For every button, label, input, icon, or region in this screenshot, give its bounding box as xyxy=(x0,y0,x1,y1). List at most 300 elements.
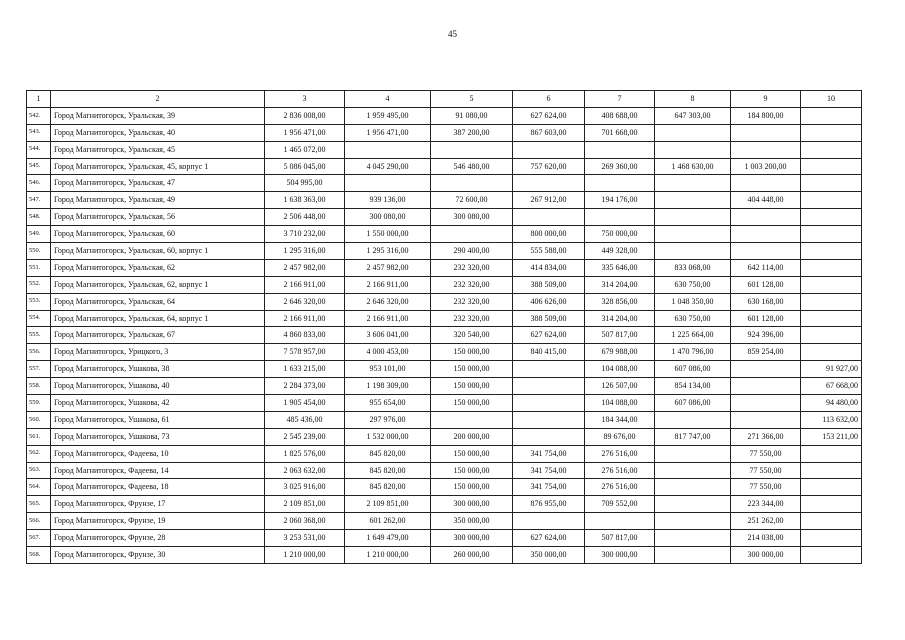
cost-col-7-cell: 276 516,00 xyxy=(585,445,655,462)
cost-col-5-cell: 150 000,00 xyxy=(431,395,513,412)
cost-col-9-cell: 223 344,00 xyxy=(731,496,801,513)
row-number-cell: 553. xyxy=(27,293,51,310)
address-cell: Город Магнитогорск, Ушакова, 38 xyxy=(51,361,265,378)
cost-col-10-cell xyxy=(801,243,862,260)
total-cost-cell: 1 465 072,00 xyxy=(265,141,345,158)
cost-col-8-cell xyxy=(655,141,731,158)
cost-col-5-cell: 232 320,00 xyxy=(431,259,513,276)
cost-col-9-cell: 184 800,00 xyxy=(731,107,801,124)
cost-col-7-cell: 709 552,00 xyxy=(585,496,655,513)
cost-col-7-cell: 300 000,00 xyxy=(585,547,655,564)
cost-col-9-cell xyxy=(731,124,801,141)
cost-col-9-cell xyxy=(731,243,801,260)
row-number-cell: 568. xyxy=(27,547,51,564)
cost-col-5-cell: 150 000,00 xyxy=(431,445,513,462)
cost-col-7-cell: 335 646,00 xyxy=(585,259,655,276)
address-cell: Город Магнитогорск, Фадеева, 18 xyxy=(51,479,265,496)
cost-col-5-cell: 200 000,00 xyxy=(431,428,513,445)
table-row xyxy=(27,175,862,192)
row-number-cell: 546. xyxy=(27,175,51,192)
table-row xyxy=(27,158,862,175)
row-number-cell: 544. xyxy=(27,141,51,158)
cost-col-4-cell: 845 820,00 xyxy=(345,462,431,479)
total-cost-cell: 2 166 911,00 xyxy=(265,276,345,293)
header-cell: 3 xyxy=(265,91,345,108)
cost-col-10-cell xyxy=(801,479,862,496)
cost-col-5-cell xyxy=(431,411,513,428)
header-cell: 10 xyxy=(801,91,862,108)
cost-col-5-cell: 387 200,00 xyxy=(431,124,513,141)
cost-col-4-cell: 1 532 000,00 xyxy=(345,428,431,445)
cost-col-10-cell xyxy=(801,158,862,175)
cost-col-10-cell xyxy=(801,209,862,226)
cost-col-10-cell: 67 668,00 xyxy=(801,378,862,395)
cost-col-4-cell xyxy=(345,141,431,158)
cost-col-10-cell xyxy=(801,344,862,361)
cost-col-9-cell: 404 448,00 xyxy=(731,192,801,209)
cost-col-4-cell: 845 820,00 xyxy=(345,445,431,462)
cost-col-9-cell xyxy=(731,226,801,243)
table-row xyxy=(27,513,862,530)
cost-col-5-cell: 150 000,00 xyxy=(431,361,513,378)
cost-col-7-cell: 328 856,00 xyxy=(585,293,655,310)
cost-col-6-cell: 627 624,00 xyxy=(513,327,585,344)
total-cost-cell: 1 905 454,00 xyxy=(265,395,345,412)
row-number-cell: 543. xyxy=(27,124,51,141)
address-cell: Город Магнитогорск, Фрунзе, 19 xyxy=(51,513,265,530)
cost-col-7-cell: 314 204,00 xyxy=(585,276,655,293)
total-cost-cell: 2 063 632,00 xyxy=(265,462,345,479)
cost-col-7-cell: 408 688,00 xyxy=(585,107,655,124)
cost-col-5-cell: 150 000,00 xyxy=(431,462,513,479)
cost-col-6-cell: 350 000,00 xyxy=(513,547,585,564)
header-cell: 7 xyxy=(585,91,655,108)
address-cell: Город Магнитогорск, Уральская, 56 xyxy=(51,209,265,226)
cost-col-4-cell: 845 820,00 xyxy=(345,479,431,496)
row-number-cell: 564. xyxy=(27,479,51,496)
row-number-cell: 542. xyxy=(27,107,51,124)
cost-col-9-cell xyxy=(731,395,801,412)
row-number-cell: 558. xyxy=(27,378,51,395)
cost-col-9-cell xyxy=(731,411,801,428)
table-row xyxy=(27,327,862,344)
cost-col-4-cell: 955 654,00 xyxy=(345,395,431,412)
cost-col-6-cell: 414 834,00 xyxy=(513,259,585,276)
total-cost-cell: 2 836 008,00 xyxy=(265,107,345,124)
repair-cost-table xyxy=(26,90,862,564)
cost-col-8-cell xyxy=(655,411,731,428)
cost-col-6-cell: 627 624,00 xyxy=(513,530,585,547)
total-cost-cell: 3 253 531,00 xyxy=(265,530,345,547)
cost-col-9-cell xyxy=(731,361,801,378)
cost-col-8-cell: 607 086,00 xyxy=(655,361,731,378)
cost-col-6-cell xyxy=(513,411,585,428)
table-row xyxy=(27,243,862,260)
total-cost-cell: 485 436,00 xyxy=(265,411,345,428)
cost-col-8-cell: 817 747,00 xyxy=(655,428,731,445)
cost-col-6-cell xyxy=(513,175,585,192)
cost-col-4-cell: 1 959 495,00 xyxy=(345,107,431,124)
row-number-cell: 550. xyxy=(27,243,51,260)
cost-col-7-cell xyxy=(585,175,655,192)
cost-col-6-cell xyxy=(513,428,585,445)
table-row xyxy=(27,226,862,243)
cost-col-10-cell: 91 927,00 xyxy=(801,361,862,378)
cost-col-9-cell: 77 550,00 xyxy=(731,462,801,479)
cost-col-8-cell: 607 086,00 xyxy=(655,395,731,412)
cost-col-5-cell: 150 000,00 xyxy=(431,479,513,496)
address-cell: Город Магнитогорск, Фрунзе, 17 xyxy=(51,496,265,513)
cost-col-5-cell xyxy=(431,175,513,192)
cost-col-10-cell xyxy=(801,293,862,310)
cost-col-8-cell: 630 750,00 xyxy=(655,276,731,293)
cost-col-10-cell: 113 632,00 xyxy=(801,411,862,428)
address-cell: Город Магнитогорск, Уральская, 45 xyxy=(51,141,265,158)
cost-col-9-cell: 271 366,00 xyxy=(731,428,801,445)
cost-col-8-cell: 854 134,00 xyxy=(655,378,731,395)
cost-col-10-cell xyxy=(801,259,862,276)
table-row xyxy=(27,462,862,479)
cost-col-10-cell xyxy=(801,107,862,124)
row-number-cell: 567. xyxy=(27,530,51,547)
total-cost-cell: 1 633 215,00 xyxy=(265,361,345,378)
table-row xyxy=(27,107,862,124)
cost-col-6-cell: 876 955,00 xyxy=(513,496,585,513)
cost-col-5-cell: 232 320,00 xyxy=(431,276,513,293)
cost-col-9-cell xyxy=(731,141,801,158)
total-cost-cell: 2 646 320,00 xyxy=(265,293,345,310)
address-cell: Город Магнитогорск, Уральская, 60 xyxy=(51,226,265,243)
total-cost-cell: 1 638 363,00 xyxy=(265,192,345,209)
cost-col-7-cell: 194 176,00 xyxy=(585,192,655,209)
address-cell: Город Магнитогорск, Ушакова, 73 xyxy=(51,428,265,445)
row-number-cell: 566. xyxy=(27,513,51,530)
row-number-cell: 559. xyxy=(27,395,51,412)
cost-col-7-cell: 679 988,00 xyxy=(585,344,655,361)
row-number-cell: 547. xyxy=(27,192,51,209)
cost-col-6-cell: 267 912,00 xyxy=(513,192,585,209)
cost-col-8-cell xyxy=(655,192,731,209)
cost-col-6-cell: 800 000,00 xyxy=(513,226,585,243)
cost-col-5-cell: 150 000,00 xyxy=(431,344,513,361)
table-row xyxy=(27,361,862,378)
table-row xyxy=(27,192,862,209)
cost-col-9-cell: 1 003 200,00 xyxy=(731,158,801,175)
cost-col-8-cell: 1 048 350,00 xyxy=(655,293,731,310)
address-cell: Город Магнитогорск, Уральская, 47 xyxy=(51,175,265,192)
cost-col-10-cell xyxy=(801,496,862,513)
address-cell: Город Магнитогорск, Уральская, 67 xyxy=(51,327,265,344)
cost-col-7-cell: 126 507,00 xyxy=(585,378,655,395)
table-row xyxy=(27,310,862,327)
cost-col-7-cell: 449 328,00 xyxy=(585,243,655,260)
address-cell: Город Магнитогорск, Уральская, 62, корпус 1 xyxy=(51,276,265,293)
cost-col-9-cell xyxy=(731,175,801,192)
cost-col-6-cell xyxy=(513,513,585,530)
cost-col-8-cell: 630 750,00 xyxy=(655,310,731,327)
total-cost-cell: 1 295 316,00 xyxy=(265,243,345,260)
address-cell: Город Магнитогорск, Ушакова, 61 xyxy=(51,411,265,428)
cost-col-9-cell: 601 128,00 xyxy=(731,276,801,293)
cost-col-5-cell: 232 320,00 xyxy=(431,293,513,310)
table-row xyxy=(27,479,862,496)
cost-col-5-cell: 350 000,00 xyxy=(431,513,513,530)
cost-col-10-cell xyxy=(801,276,862,293)
address-cell: Город Магнитогорск, Уральская, 39 xyxy=(51,107,265,124)
cost-col-5-cell xyxy=(431,141,513,158)
cost-col-9-cell: 77 550,00 xyxy=(731,445,801,462)
address-cell: Город Магнитогорск, Уральская, 60, корпус 1 xyxy=(51,243,265,260)
address-cell: Город Магнитогорск, Фрунзе, 30 xyxy=(51,547,265,564)
cost-col-10-cell xyxy=(801,175,862,192)
cost-col-9-cell: 859 254,00 xyxy=(731,344,801,361)
address-cell: Город Магнитогорск, Уральская, 45, корпус 1 xyxy=(51,158,265,175)
row-number-cell: 560. xyxy=(27,411,51,428)
table-row xyxy=(27,428,862,445)
cost-col-9-cell: 77 550,00 xyxy=(731,479,801,496)
cost-col-6-cell xyxy=(513,395,585,412)
header-cell: 6 xyxy=(513,91,585,108)
cost-col-5-cell: 546 480,00 xyxy=(431,158,513,175)
cost-col-8-cell: 1 225 664,00 xyxy=(655,327,731,344)
cost-col-10-cell xyxy=(801,547,862,564)
cost-col-6-cell: 627 624,00 xyxy=(513,107,585,124)
row-number-cell: 545. xyxy=(27,158,51,175)
table-row xyxy=(27,124,862,141)
cost-col-5-cell: 300 000,00 xyxy=(431,530,513,547)
cost-col-4-cell: 3 606 041,00 xyxy=(345,327,431,344)
cost-col-8-cell xyxy=(655,547,731,564)
cost-col-7-cell xyxy=(585,209,655,226)
cost-col-4-cell: 2 166 911,00 xyxy=(345,310,431,327)
total-cost-cell: 2 166 911,00 xyxy=(265,310,345,327)
cost-col-8-cell xyxy=(655,479,731,496)
header-cell: 8 xyxy=(655,91,731,108)
row-number-cell: 557. xyxy=(27,361,51,378)
address-cell: Город Магнитогорск, Ушакова, 40 xyxy=(51,378,265,395)
cost-col-8-cell: 833 068,00 xyxy=(655,259,731,276)
row-number-cell: 551. xyxy=(27,259,51,276)
cost-col-7-cell: 184 344,00 xyxy=(585,411,655,428)
cost-col-4-cell: 1 210 000,00 xyxy=(345,547,431,564)
header-cell: 4 xyxy=(345,91,431,108)
cost-col-6-cell xyxy=(513,141,585,158)
cost-col-4-cell: 297 976,00 xyxy=(345,411,431,428)
header-cell: 1 xyxy=(27,91,51,108)
table-row xyxy=(27,411,862,428)
cost-col-10-cell xyxy=(801,445,862,462)
cost-col-4-cell: 300 080,00 xyxy=(345,209,431,226)
table-row xyxy=(27,445,862,462)
cost-col-6-cell: 388 509,00 xyxy=(513,276,585,293)
total-cost-cell: 3 710 232,00 xyxy=(265,226,345,243)
address-cell: Город Магнитогорск, Урицкого, 3 xyxy=(51,344,265,361)
total-cost-cell: 1 210 000,00 xyxy=(265,547,345,564)
table-body xyxy=(27,91,862,564)
cost-col-4-cell: 1 198 309,00 xyxy=(345,378,431,395)
row-number-cell: 561. xyxy=(27,428,51,445)
cost-col-7-cell: 507 817,00 xyxy=(585,530,655,547)
cost-col-10-cell xyxy=(801,124,862,141)
cost-col-8-cell xyxy=(655,175,731,192)
cost-col-7-cell: 104 088,00 xyxy=(585,361,655,378)
header-cell: 2 xyxy=(51,91,265,108)
cost-col-7-cell: 276 516,00 xyxy=(585,462,655,479)
cost-col-6-cell: 406 626,00 xyxy=(513,293,585,310)
cost-col-4-cell: 2 646 320,00 xyxy=(345,293,431,310)
cost-col-10-cell xyxy=(801,192,862,209)
total-cost-cell: 2 060 368,00 xyxy=(265,513,345,530)
total-cost-cell: 2 109 851,00 xyxy=(265,496,345,513)
cost-col-5-cell: 300 000,00 xyxy=(431,496,513,513)
cost-col-8-cell xyxy=(655,226,731,243)
total-cost-cell: 2 506 448,00 xyxy=(265,209,345,226)
cost-col-8-cell xyxy=(655,462,731,479)
cost-col-9-cell: 251 262,00 xyxy=(731,513,801,530)
address-cell: Город Магнитогорск, Фрунзе, 28 xyxy=(51,530,265,547)
cost-col-6-cell: 341 754,00 xyxy=(513,479,585,496)
cost-col-9-cell: 630 168,00 xyxy=(731,293,801,310)
cost-col-7-cell xyxy=(585,141,655,158)
row-number-cell: 565. xyxy=(27,496,51,513)
cost-col-6-cell xyxy=(513,209,585,226)
address-cell: Город Магнитогорск, Уральская, 62 xyxy=(51,259,265,276)
address-cell: Город Магнитогорск, Ушакова, 42 xyxy=(51,395,265,412)
total-cost-cell: 4 860 833,00 xyxy=(265,327,345,344)
cost-col-5-cell: 232 320,00 xyxy=(431,310,513,327)
cost-col-8-cell: 1 468 630,00 xyxy=(655,158,731,175)
table-row xyxy=(27,276,862,293)
cost-col-9-cell xyxy=(731,378,801,395)
address-cell: Город Магнитогорск, Фадеева, 10 xyxy=(51,445,265,462)
cost-col-6-cell xyxy=(513,378,585,395)
row-number-cell: 555. xyxy=(27,327,51,344)
cost-col-5-cell: 150 000,00 xyxy=(431,378,513,395)
cost-col-10-cell xyxy=(801,141,862,158)
cost-col-6-cell: 341 754,00 xyxy=(513,462,585,479)
table-header-row xyxy=(27,91,862,108)
cost-col-7-cell xyxy=(585,513,655,530)
cost-col-10-cell xyxy=(801,327,862,344)
cost-col-6-cell xyxy=(513,361,585,378)
row-number-cell: 562. xyxy=(27,445,51,462)
table-row xyxy=(27,378,862,395)
total-cost-cell: 7 578 957,00 xyxy=(265,344,345,361)
cost-col-5-cell: 72 600,00 xyxy=(431,192,513,209)
cost-col-6-cell: 867 603,00 xyxy=(513,124,585,141)
cost-col-4-cell: 1 956 471,00 xyxy=(345,124,431,141)
cost-col-4-cell: 939 136,00 xyxy=(345,192,431,209)
cost-col-7-cell: 89 676,00 xyxy=(585,428,655,445)
total-cost-cell: 2 284 373,00 xyxy=(265,378,345,395)
table-row xyxy=(27,259,862,276)
header-cell: 9 xyxy=(731,91,801,108)
address-cell: Город Магнитогорск, Уральская, 40 xyxy=(51,124,265,141)
total-cost-cell: 2 545 239,00 xyxy=(265,428,345,445)
address-cell: Город Магнитогорск, Фадеева, 14 xyxy=(51,462,265,479)
cost-col-8-cell xyxy=(655,209,731,226)
table-row xyxy=(27,344,862,361)
cost-col-10-cell xyxy=(801,310,862,327)
cost-col-4-cell: 1 649 479,00 xyxy=(345,530,431,547)
cost-col-9-cell: 214 038,00 xyxy=(731,530,801,547)
cost-col-10-cell xyxy=(801,513,862,530)
total-cost-cell: 504 995,00 xyxy=(265,175,345,192)
cost-col-7-cell: 269 360,00 xyxy=(585,158,655,175)
cost-col-8-cell xyxy=(655,243,731,260)
table-row xyxy=(27,209,862,226)
table-row xyxy=(27,530,862,547)
cost-col-6-cell: 341 754,00 xyxy=(513,445,585,462)
cost-col-4-cell: 953 101,00 xyxy=(345,361,431,378)
cost-col-5-cell: 91 080,00 xyxy=(431,107,513,124)
address-cell: Город Магнитогорск, Уральская, 64, корпус 1 xyxy=(51,310,265,327)
cost-col-7-cell: 750 000,00 xyxy=(585,226,655,243)
cost-col-4-cell: 601 262,00 xyxy=(345,513,431,530)
cost-col-4-cell: 4 000 453,00 xyxy=(345,344,431,361)
cost-col-7-cell: 701 668,00 xyxy=(585,124,655,141)
cost-col-9-cell: 924 396,00 xyxy=(731,327,801,344)
cost-col-5-cell xyxy=(431,226,513,243)
cost-col-8-cell xyxy=(655,513,731,530)
cost-col-4-cell: 4 045 290,00 xyxy=(345,158,431,175)
row-number-cell: 563. xyxy=(27,462,51,479)
cost-col-6-cell: 840 415,00 xyxy=(513,344,585,361)
address-cell: Город Магнитогорск, Уральская, 64 xyxy=(51,293,265,310)
total-cost-cell: 5 086 045,00 xyxy=(265,158,345,175)
total-cost-cell: 2 457 982,00 xyxy=(265,259,345,276)
cost-col-7-cell: 276 516,00 xyxy=(585,479,655,496)
cost-col-5-cell: 300 080,00 xyxy=(431,209,513,226)
table-row xyxy=(27,547,862,564)
cost-col-7-cell: 314 204,00 xyxy=(585,310,655,327)
cost-col-5-cell: 260 000,00 xyxy=(431,547,513,564)
cost-col-10-cell: 153 211,00 xyxy=(801,428,862,445)
cost-col-8-cell xyxy=(655,445,731,462)
cost-col-9-cell: 601 128,00 xyxy=(731,310,801,327)
address-cell: Город Магнитогорск, Уральская, 49 xyxy=(51,192,265,209)
table-row xyxy=(27,141,862,158)
cost-col-8-cell xyxy=(655,496,731,513)
cost-col-7-cell: 507 817,00 xyxy=(585,327,655,344)
cost-col-9-cell: 642 114,00 xyxy=(731,259,801,276)
header-cell: 5 xyxy=(431,91,513,108)
row-number-cell: 548. xyxy=(27,209,51,226)
cost-col-4-cell xyxy=(345,175,431,192)
cost-col-10-cell xyxy=(801,462,862,479)
cost-col-5-cell: 290 400,00 xyxy=(431,243,513,260)
total-cost-cell: 3 025 916,00 xyxy=(265,479,345,496)
cost-col-6-cell: 757 620,00 xyxy=(513,158,585,175)
cost-col-7-cell: 104 088,00 xyxy=(585,395,655,412)
cost-col-4-cell: 1 550 000,00 xyxy=(345,226,431,243)
row-number-cell: 554. xyxy=(27,310,51,327)
total-cost-cell: 1 956 471,00 xyxy=(265,124,345,141)
cost-col-8-cell: 647 303,00 xyxy=(655,107,731,124)
cost-col-4-cell: 2 457 982,00 xyxy=(345,259,431,276)
cost-col-9-cell: 300 000,00 xyxy=(731,547,801,564)
cost-col-9-cell xyxy=(731,209,801,226)
row-number-cell: 556. xyxy=(27,344,51,361)
cost-col-8-cell: 1 470 796,00 xyxy=(655,344,731,361)
total-cost-cell: 1 825 576,00 xyxy=(265,445,345,462)
cost-col-8-cell xyxy=(655,124,731,141)
cost-col-10-cell xyxy=(801,226,862,243)
row-number-cell: 549. xyxy=(27,226,51,243)
cost-col-10-cell xyxy=(801,530,862,547)
page-number: 45 xyxy=(448,29,457,39)
cost-col-4-cell: 2 109 851,00 xyxy=(345,496,431,513)
